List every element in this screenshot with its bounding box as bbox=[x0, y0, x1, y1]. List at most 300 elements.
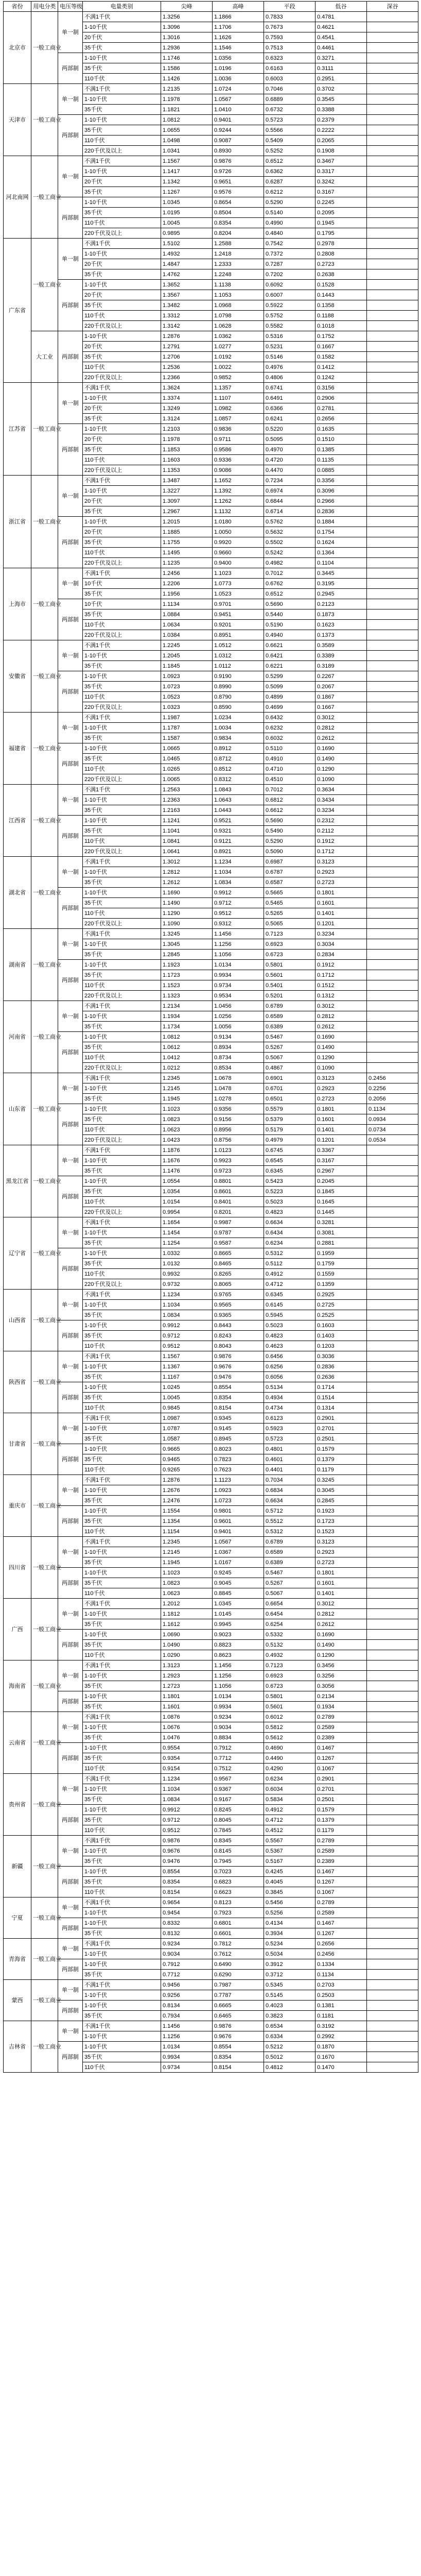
category-cell: 35千伏 bbox=[83, 754, 161, 764]
valley-price-cell: 0.1290 bbox=[315, 1053, 367, 1063]
flat-price-cell: 0.6234 bbox=[264, 1774, 315, 1784]
category-cell: 35千伏 bbox=[83, 661, 161, 671]
category-cell: 110千伏 bbox=[83, 135, 161, 146]
valley-price-cell: 0.4541 bbox=[315, 32, 367, 43]
region-cell: 新疆 bbox=[4, 1836, 31, 1897]
valley-price-cell: 0.2723 bbox=[315, 259, 367, 269]
flat-price-cell: 0.6723 bbox=[264, 1681, 315, 1691]
valley-price-cell: 0.4781 bbox=[315, 12, 367, 22]
valley-price-cell: 0.2656 bbox=[315, 414, 367, 424]
high-price-cell: 1.0773 bbox=[213, 579, 264, 589]
flat-price-cell: 0.5134 bbox=[264, 1382, 315, 1393]
table-row bbox=[4, 1630, 418, 1640]
category-cell: 1-10千伏 bbox=[83, 486, 161, 496]
category-cell: 不满1千伏 bbox=[83, 239, 161, 249]
valley-price-cell: 0.3245 bbox=[315, 1475, 367, 1485]
deep-valley-price-cell bbox=[367, 43, 418, 53]
category-cell: 不满1千伏 bbox=[83, 713, 161, 723]
flat-price-cell: 0.5502 bbox=[264, 537, 315, 548]
peak-price-cell: 1.0523 bbox=[161, 692, 213, 702]
flat-price-cell: 0.5110 bbox=[264, 743, 315, 754]
deep-valley-price-cell bbox=[367, 445, 418, 455]
flat-price-cell: 0.5231 bbox=[264, 342, 315, 352]
high-price-cell: 0.6465 bbox=[213, 2011, 264, 2021]
peak-price-cell: 1.2476 bbox=[161, 1496, 213, 1506]
peak-price-cell: 1.1801 bbox=[161, 1691, 213, 1702]
deep-valley-price-cell bbox=[367, 857, 418, 867]
high-price-cell: 0.8265 bbox=[213, 1269, 264, 1279]
category-cell: 35千伏 bbox=[83, 1702, 161, 1712]
category-cell: 35千伏 bbox=[83, 1681, 161, 1691]
category-cell: 110千伏 bbox=[83, 908, 161, 919]
peak-price-cell: 1.1234 bbox=[161, 1774, 213, 1784]
region-cell: 宁夏 bbox=[4, 1897, 31, 1939]
flat-price-cell: 0.6012 bbox=[264, 1712, 315, 1722]
peak-price-cell: 1.0690 bbox=[161, 1630, 213, 1640]
category-cell: 不满1千伏 bbox=[83, 857, 161, 867]
flat-price-cell: 0.5023 bbox=[264, 1320, 315, 1331]
period-cell: 两部制 bbox=[58, 1506, 83, 1537]
deep-valley-price-cell bbox=[367, 187, 418, 197]
region-cell: 安徽省 bbox=[4, 640, 31, 713]
high-price-cell: 0.8154 bbox=[213, 2062, 264, 2073]
peak-price-cell: 1.1353 bbox=[161, 465, 213, 476]
valley-price-cell: 0.1135 bbox=[315, 455, 367, 465]
flat-price-cell: 0.5723 bbox=[264, 115, 315, 125]
category-cell: 1-10千伏 bbox=[83, 1743, 161, 1753]
category-cell: 220千伏及以上 bbox=[83, 228, 161, 239]
header-valley: 低谷 bbox=[315, 2, 367, 12]
high-price-cell: 0.9945 bbox=[213, 1619, 264, 1630]
deep-valley-price-cell bbox=[367, 414, 418, 424]
peak-price-cell: 0.9265 bbox=[161, 1465, 213, 1475]
category-cell: 35千伏 bbox=[83, 43, 161, 53]
high-price-cell: 1.0036 bbox=[213, 74, 264, 84]
high-price-cell: 1.0356 bbox=[213, 53, 264, 63]
table-row bbox=[4, 1660, 418, 1671]
high-price-cell: 0.9244 bbox=[213, 125, 264, 135]
valley-price-cell: 0.1912 bbox=[315, 836, 367, 846]
valley-price-cell: 0.1381 bbox=[315, 2001, 367, 2011]
peak-price-cell: 1.0634 bbox=[161, 620, 213, 630]
valley-price-cell: 0.2123 bbox=[315, 599, 367, 609]
deep-valley-price-cell bbox=[367, 785, 418, 795]
flat-price-cell: 0.4134 bbox=[264, 1918, 315, 1928]
flat-price-cell: 0.6421 bbox=[264, 651, 315, 661]
deep-valley-price-cell bbox=[367, 950, 418, 960]
high-price-cell: 1.1256 bbox=[213, 1671, 264, 1681]
category-cell: 35千伏 bbox=[83, 1753, 161, 1764]
category-cell: 1-10千伏 bbox=[83, 651, 161, 661]
deep-valley-price-cell bbox=[367, 527, 418, 537]
flat-price-cell: 0.5312 bbox=[264, 1248, 315, 1259]
deep-valley-price-cell bbox=[367, 1238, 418, 1248]
deep-valley-price-cell bbox=[367, 1722, 418, 1733]
flat-price-cell: 0.5290 bbox=[264, 836, 315, 846]
high-price-cell: 0.9321 bbox=[213, 826, 264, 836]
valley-price-cell: 0.2389 bbox=[315, 1856, 367, 1867]
flat-price-cell: 0.4801 bbox=[264, 1444, 315, 1454]
category-cell: 220千伏及以上 bbox=[83, 919, 161, 929]
high-price-cell: 0.7512 bbox=[213, 1764, 264, 1774]
type-cell: 一般工商业 bbox=[31, 1475, 58, 1537]
valley-price-cell: 0.2925 bbox=[315, 1290, 367, 1300]
peak-price-cell: 1.1746 bbox=[161, 53, 213, 63]
valley-price-cell: 0.2389 bbox=[315, 1733, 367, 1743]
deep-valley-price-cell bbox=[367, 1362, 418, 1372]
flat-price-cell: 0.6232 bbox=[264, 723, 315, 733]
valley-price-cell: 0.1412 bbox=[315, 362, 367, 372]
type-cell: 一般工商业 bbox=[31, 1145, 58, 1217]
valley-price-cell: 0.1759 bbox=[315, 1259, 367, 1269]
valley-price-cell: 0.2636 bbox=[315, 1372, 367, 1382]
category-cell: 220千伏及以上 bbox=[83, 630, 161, 640]
valley-price-cell: 0.1528 bbox=[315, 280, 367, 290]
peak-price-cell: 0.9732 bbox=[161, 1279, 213, 1290]
high-price-cell: 1.0022 bbox=[213, 362, 264, 372]
category-cell: 35千伏 bbox=[83, 1094, 161, 1104]
flat-price-cell: 0.7287 bbox=[264, 259, 315, 269]
region-cell: 吉林省 bbox=[4, 2021, 31, 2073]
category-cell: 不满1千伏 bbox=[83, 1073, 161, 1083]
deep-valley-price-cell bbox=[367, 1568, 418, 1578]
category-cell: 35千伏 bbox=[83, 1259, 161, 1269]
peak-price-cell: 1.1734 bbox=[161, 1022, 213, 1032]
deep-valley-price-cell bbox=[367, 393, 418, 403]
valley-price-cell: 0.1314 bbox=[315, 1403, 367, 1413]
deep-valley-price-cell bbox=[367, 1156, 418, 1166]
region-cell: 山西省 bbox=[4, 1290, 31, 1351]
valley-price-cell: 0.1364 bbox=[315, 548, 367, 558]
region-cell: 湖南省 bbox=[4, 929, 31, 1001]
type-cell: 一般工商业 bbox=[31, 1660, 58, 1712]
valley-price-cell: 0.1467 bbox=[315, 1918, 367, 1928]
deep-valley-price-cell bbox=[367, 1011, 418, 1022]
category-cell: 35千伏 bbox=[83, 1238, 161, 1248]
valley-price-cell: 0.2725 bbox=[315, 1300, 367, 1310]
valley-price-cell: 0.3389 bbox=[315, 651, 367, 661]
valley-price-cell: 0.1467 bbox=[315, 1867, 367, 1877]
high-price-cell: 1.0167 bbox=[213, 1557, 264, 1568]
category-cell: 不满1千伏 bbox=[83, 1660, 161, 1671]
peak-price-cell: 1.2345 bbox=[161, 1537, 213, 1547]
valley-price-cell: 0.1801 bbox=[315, 1104, 367, 1114]
valley-price-cell: 0.3056 bbox=[315, 1681, 367, 1691]
high-price-cell: 1.0443 bbox=[213, 805, 264, 816]
flat-price-cell: 0.5612 bbox=[264, 1733, 315, 1743]
peak-price-cell: 1.0245 bbox=[161, 1382, 213, 1393]
category-cell: 35千伏 bbox=[83, 1187, 161, 1197]
category-cell: 20千伏 bbox=[83, 403, 161, 414]
flat-price-cell: 0.6762 bbox=[264, 579, 315, 589]
peak-price-cell: 1.1812 bbox=[161, 1609, 213, 1619]
peak-price-cell: 1.3249 bbox=[161, 403, 213, 414]
table-row bbox=[4, 785, 418, 795]
high-price-cell: 1.1056 bbox=[213, 1681, 264, 1691]
category-cell: 1-10千伏 bbox=[83, 166, 161, 177]
category-cell: 35千伏 bbox=[83, 506, 161, 517]
peak-price-cell: 0.9934 bbox=[161, 2052, 213, 2062]
high-price-cell: 1.1056 bbox=[213, 950, 264, 960]
peak-price-cell: 1.0332 bbox=[161, 1248, 213, 1259]
deep-valley-price-cell bbox=[367, 661, 418, 671]
valley-price-cell: 0.2589 bbox=[315, 1908, 367, 1918]
flat-price-cell: 0.5601 bbox=[264, 970, 315, 980]
header-type: 用电分类 bbox=[31, 2, 58, 12]
valley-price-cell: 0.1401 bbox=[315, 908, 367, 919]
peak-price-cell: 1.2967 bbox=[161, 506, 213, 517]
flat-price-cell: 0.7593 bbox=[264, 32, 315, 43]
high-price-cell: 0.8590 bbox=[213, 702, 264, 713]
type-cell: 一般工商业 bbox=[31, 2021, 58, 2073]
high-price-cell: 0.9134 bbox=[213, 1032, 264, 1042]
flat-price-cell: 0.5146 bbox=[264, 352, 315, 362]
category-cell: 1-10千伏 bbox=[83, 197, 161, 208]
period-cell: 两部制 bbox=[58, 1176, 83, 1217]
category-cell: 35千伏 bbox=[83, 1022, 161, 1032]
deep-valley-price-cell bbox=[367, 1001, 418, 1011]
category-cell: 35千伏 bbox=[83, 898, 161, 908]
deep-valley-price-cell bbox=[367, 1063, 418, 1073]
peak-price-cell: 1.1945 bbox=[161, 1557, 213, 1568]
high-price-cell: 0.8154 bbox=[213, 1403, 264, 1413]
valley-price-cell: 0.3456 bbox=[315, 1660, 367, 1671]
high-price-cell: 1.1456 bbox=[213, 1660, 264, 1671]
category-cell: 110千伏 bbox=[83, 620, 161, 630]
deep-valley-price-cell bbox=[367, 228, 418, 239]
valley-price-cell: 0.1690 bbox=[315, 1032, 367, 1042]
period-cell: 单一制 bbox=[58, 1712, 83, 1743]
period-cell: 两部制 bbox=[58, 1032, 83, 1073]
high-price-cell: 1.1546 bbox=[213, 43, 264, 53]
valley-price-cell: 0.2656 bbox=[315, 1939, 367, 1949]
flat-price-cell: 0.7012 bbox=[264, 785, 315, 795]
valley-price-cell: 0.2845 bbox=[315, 1496, 367, 1506]
period-cell: 单一制 bbox=[58, 1774, 83, 1805]
deep-valley-price-cell bbox=[367, 1145, 418, 1156]
high-price-cell: 0.9711 bbox=[213, 434, 264, 445]
flat-price-cell: 0.6456 bbox=[264, 1351, 315, 1362]
deep-valley-price-cell bbox=[367, 1691, 418, 1702]
category-cell: 110千伏 bbox=[83, 311, 161, 321]
category-cell: 1-10千伏 bbox=[83, 393, 161, 403]
valley-price-cell: 0.3589 bbox=[315, 640, 367, 651]
table-row bbox=[4, 1959, 418, 1970]
flat-price-cell: 0.6732 bbox=[264, 105, 315, 115]
period-cell: 单一制 bbox=[58, 713, 83, 743]
header-peak: 尖峰 bbox=[161, 2, 213, 12]
high-price-cell: 0.9156 bbox=[213, 1114, 264, 1125]
high-price-cell: 0.8065 bbox=[213, 1279, 264, 1290]
region-cell: 江西省 bbox=[4, 785, 31, 857]
category-cell: 20千伏 bbox=[83, 434, 161, 445]
deep-valley-price-cell bbox=[367, 1351, 418, 1362]
flat-price-cell: 0.6287 bbox=[264, 177, 315, 187]
high-price-cell: 0.7912 bbox=[213, 1743, 264, 1753]
category-cell: 35千伏 bbox=[83, 2052, 161, 2062]
high-price-cell: 0.9565 bbox=[213, 1300, 264, 1310]
period-cell: 两部制 bbox=[58, 1320, 83, 1351]
peak-price-cell: 0.9912 bbox=[161, 1320, 213, 1331]
high-price-cell: 0.9576 bbox=[213, 187, 264, 197]
flat-price-cell: 0.4245 bbox=[264, 1867, 315, 1877]
period-cell: 单一制 bbox=[58, 239, 83, 280]
flat-price-cell: 0.7012 bbox=[264, 568, 315, 579]
flat-price-cell: 0.4823 bbox=[264, 1331, 315, 1341]
deep-valley-price-cell bbox=[367, 1836, 418, 1846]
peak-price-cell: 0.8132 bbox=[161, 1928, 213, 1939]
flat-price-cell: 0.5220 bbox=[264, 424, 315, 434]
flat-price-cell: 0.5290 bbox=[264, 197, 315, 208]
category-cell: 不满1千伏 bbox=[83, 383, 161, 393]
high-price-cell: 0.8951 bbox=[213, 630, 264, 640]
deep-valley-price-cell bbox=[367, 754, 418, 764]
peak-price-cell: 0.8154 bbox=[161, 1887, 213, 1897]
period-cell: 两部制 bbox=[58, 331, 83, 383]
high-price-cell: 1.0628 bbox=[213, 321, 264, 331]
peak-price-cell: 0.9456 bbox=[161, 1980, 213, 1990]
deep-valley-price-cell bbox=[367, 1207, 418, 1217]
peak-price-cell: 1.0655 bbox=[161, 125, 213, 135]
flat-price-cell: 0.5065 bbox=[264, 919, 315, 929]
valley-price-cell: 0.3234 bbox=[315, 929, 367, 939]
type-cell: 一般工商业 bbox=[31, 713, 58, 785]
region-cell: 陕西省 bbox=[4, 1351, 31, 1413]
flat-price-cell: 0.4976 bbox=[264, 362, 315, 372]
period-cell: 单一制 bbox=[58, 1413, 83, 1444]
deep-valley-price-cell bbox=[367, 805, 418, 816]
peak-price-cell: 0.9932 bbox=[161, 1269, 213, 1279]
flat-price-cell: 0.4510 bbox=[264, 774, 315, 785]
deep-valley-price-cell bbox=[367, 1578, 418, 1588]
peak-price-cell: 1.5102 bbox=[161, 239, 213, 249]
valley-price-cell: 0.3167 bbox=[315, 1156, 367, 1166]
valley-price-cell: 0.2812 bbox=[315, 723, 367, 733]
valley-price-cell: 0.2789 bbox=[315, 1897, 367, 1908]
peak-price-cell: 1.0876 bbox=[161, 1712, 213, 1722]
table-row bbox=[4, 888, 418, 898]
valley-price-cell: 0.1603 bbox=[315, 1320, 367, 1331]
category-cell: 1-10千伏 bbox=[83, 249, 161, 259]
high-price-cell: 0.9876 bbox=[213, 2021, 264, 2031]
category-cell: 1-10千伏 bbox=[83, 115, 161, 125]
high-price-cell: 1.0134 bbox=[213, 1691, 264, 1702]
high-price-cell: 0.9601 bbox=[213, 1516, 264, 1527]
category-cell: 220千伏及以上 bbox=[83, 321, 161, 331]
flat-price-cell: 0.5467 bbox=[264, 1568, 315, 1578]
deep-valley-price-cell bbox=[367, 1897, 418, 1908]
peak-price-cell: 1.1495 bbox=[161, 548, 213, 558]
peak-price-cell: 0.9234 bbox=[161, 1939, 213, 1949]
peak-price-cell: 1.4932 bbox=[161, 249, 213, 259]
category-cell: 35千伏 bbox=[83, 1815, 161, 1825]
flat-price-cell: 0.4806 bbox=[264, 372, 315, 383]
high-price-cell: 0.8921 bbox=[213, 846, 264, 857]
period-cell: 单一制 bbox=[58, 1897, 83, 1918]
valley-price-cell: 0.2723 bbox=[315, 1557, 367, 1568]
deep-valley-price-cell bbox=[367, 702, 418, 713]
category-cell: 1-10千伏 bbox=[83, 1228, 161, 1238]
valley-price-cell: 0.1690 bbox=[315, 743, 367, 754]
category-cell: 110千伏 bbox=[83, 980, 161, 991]
deep-valley-price-cell bbox=[367, 692, 418, 702]
deep-valley-price-cell bbox=[367, 1022, 418, 1032]
valley-price-cell: 0.1754 bbox=[315, 527, 367, 537]
flat-price-cell: 0.6345 bbox=[264, 1290, 315, 1300]
deep-valley-price-cell bbox=[367, 867, 418, 877]
valley-price-cell: 0.2812 bbox=[315, 1011, 367, 1022]
peak-price-cell: 1.0498 bbox=[161, 135, 213, 146]
high-price-cell: 0.9521 bbox=[213, 816, 264, 826]
valley-price-cell: 0.1512 bbox=[315, 980, 367, 991]
valley-price-cell: 0.3367 bbox=[315, 1145, 367, 1156]
peak-price-cell: 1.2876 bbox=[161, 1475, 213, 1485]
peak-price-cell: 1.2015 bbox=[161, 517, 213, 527]
table-row bbox=[4, 1248, 418, 1259]
category-cell: 1-10千伏 bbox=[83, 1300, 161, 1310]
flat-price-cell: 0.4623 bbox=[264, 1341, 315, 1351]
deep-valley-price-cell bbox=[367, 331, 418, 342]
valley-price-cell: 0.2589 bbox=[315, 1722, 367, 1733]
flat-price-cell: 0.6745 bbox=[264, 1145, 315, 1156]
flat-price-cell: 0.5922 bbox=[264, 300, 315, 311]
type-cell: 一般工商业 bbox=[31, 1537, 58, 1599]
table-row bbox=[4, 816, 418, 826]
deep-valley-price-cell bbox=[367, 1166, 418, 1176]
category-cell: 1-10千伏 bbox=[83, 1083, 161, 1094]
high-price-cell: 0.8354 bbox=[213, 1393, 264, 1403]
peak-price-cell: 1.0823 bbox=[161, 1578, 213, 1588]
high-price-cell: 0.9034 bbox=[213, 1722, 264, 1733]
high-price-cell: 1.0123 bbox=[213, 1145, 264, 1156]
deep-valley-price-cell bbox=[367, 537, 418, 548]
valley-price-cell: 0.2834 bbox=[315, 950, 367, 960]
table-row bbox=[4, 1918, 418, 1928]
period-cell: 两部制 bbox=[58, 1104, 83, 1145]
peak-price-cell: 1.0834 bbox=[161, 1794, 213, 1805]
deep-valley-price-cell bbox=[367, 795, 418, 805]
high-price-cell: 0.8245 bbox=[213, 1805, 264, 1815]
flat-price-cell: 0.5252 bbox=[264, 146, 315, 156]
category-cell: 不满1千伏 bbox=[83, 568, 161, 579]
peak-price-cell: 0.9154 bbox=[161, 1764, 213, 1774]
flat-price-cell: 0.5234 bbox=[264, 1939, 315, 1949]
category-cell: 110千伏 bbox=[83, 1403, 161, 1413]
high-price-cell: 0.9726 bbox=[213, 166, 264, 177]
table-row bbox=[4, 331, 418, 342]
peak-price-cell: 0.9654 bbox=[161, 1897, 213, 1908]
valley-price-cell: 0.1290 bbox=[315, 764, 367, 774]
period-cell: 两部制 bbox=[58, 424, 83, 476]
category-cell: 1-10千伏 bbox=[83, 1846, 161, 1856]
category-cell: 35千伏 bbox=[83, 1557, 161, 1568]
header-region: 省份 bbox=[4, 2, 31, 12]
category-cell: 1-10千伏 bbox=[83, 743, 161, 754]
valley-price-cell: 0.2901 bbox=[315, 1774, 367, 1784]
table-row bbox=[4, 1073, 418, 1083]
high-price-cell: 0.9234 bbox=[213, 1712, 264, 1722]
category-cell: 35千伏 bbox=[83, 208, 161, 218]
category-cell: 1-10千伏 bbox=[83, 1630, 161, 1640]
period-cell: 单一制 bbox=[58, 1145, 83, 1176]
high-price-cell: 1.1456 bbox=[213, 929, 264, 939]
deep-valley-price-cell bbox=[367, 1496, 418, 1506]
valley-price-cell: 0.1873 bbox=[315, 609, 367, 620]
deep-valley-price-cell bbox=[367, 1475, 418, 1485]
deep-valley-price-cell bbox=[367, 94, 418, 105]
deep-valley-price-cell bbox=[367, 939, 418, 950]
type-cell: 一般工商业 bbox=[31, 1290, 58, 1351]
